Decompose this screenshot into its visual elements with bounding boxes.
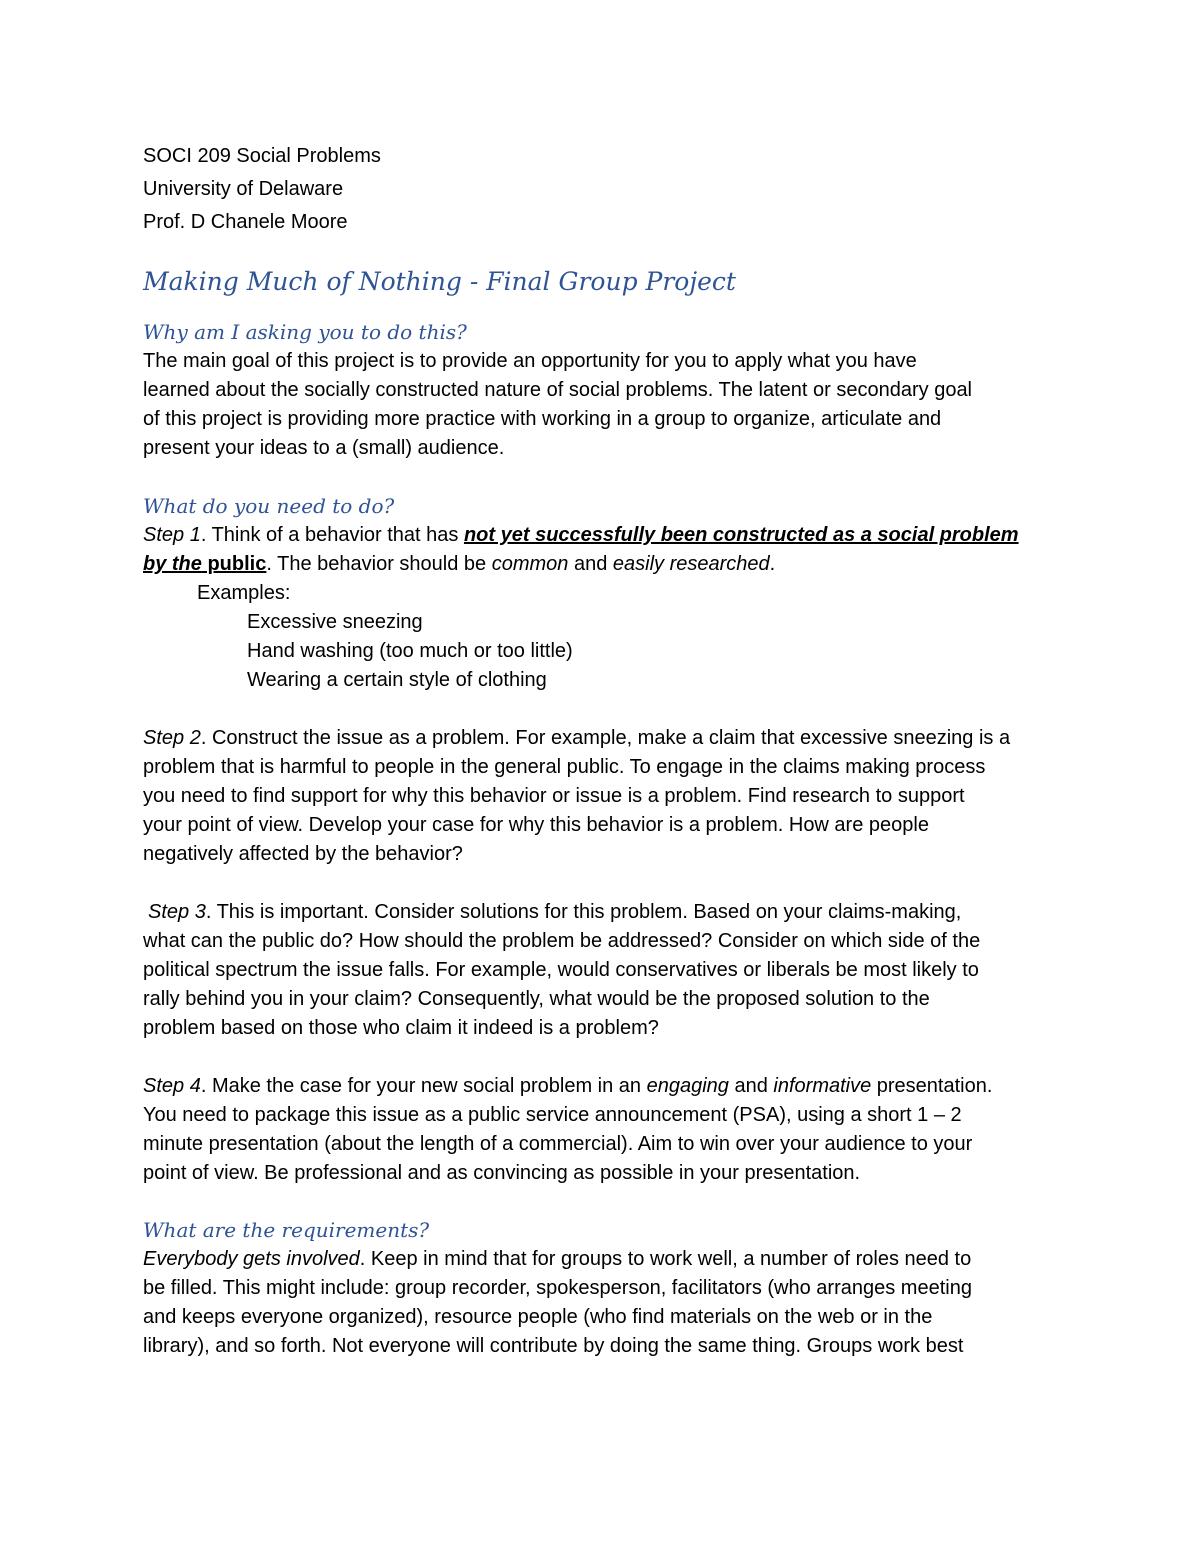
why-line: of this project is providing more practice with working in a group to organize, articulate and: [143, 408, 942, 430]
step2-paragraph: [143, 724, 1073, 869]
why-paragraph: [143, 347, 1073, 463]
professor-name: Prof. D Chanele Moore: [143, 211, 348, 233]
course-name: SOCI 209 Social Problems: [143, 145, 381, 167]
step4-line: You need to package this issue as a public service announcement (PSA), using a short 1 – 2: [143, 1104, 962, 1126]
step3-line: rally behind you in your claim? Consequently, what would be the proposed solution to the: [143, 988, 930, 1010]
step1-emphasis-cont: by the: [143, 553, 202, 575]
step1-period: .: [769, 553, 776, 575]
why-heading: Why am I asking you to do this?: [143, 320, 467, 344]
step3-line: problem based on those who claim it indeed is a problem?: [143, 1017, 659, 1039]
requirements-line: and keeps everyone organized), resource people (who find materials on the web or in the: [143, 1306, 933, 1328]
step1-and: and: [568, 553, 613, 575]
requirements-line: be filled. This might include: group recorder, spokesperson, facilitators (who arranges meeting: [143, 1277, 972, 1299]
example-item: Wearing a certain style of clothing: [247, 669, 547, 691]
step4-engaging: engaging: [646, 1075, 729, 1097]
why-line: The main goal of this project is to provide an opportunity for you to apply what you have: [143, 350, 917, 372]
step4-paragraph: [143, 1072, 1073, 1188]
step1-public: public: [201, 553, 267, 575]
step2-line: you need to find support for why this behavior or issue is a problem. Find research to support: [143, 785, 965, 807]
step1-text-cont: . The behavior should be: [266, 553, 492, 575]
step4-text: . Make the case for your new social problem in an: [200, 1075, 647, 1097]
document-page: [143, 140, 1073, 1361]
requirements-paragraph: [143, 1245, 1073, 1361]
examples-label: Examples:: [197, 582, 291, 604]
why-line: learned about the socially constructed nature of social problems. The latent or secondary goal: [143, 379, 973, 401]
why-line: present your ideas to a (small) audience.: [143, 437, 505, 459]
step4-presentation: presentation.: [871, 1075, 993, 1097]
step2-line: negatively affected by the behavior?: [143, 843, 463, 865]
step1-common: common: [491, 553, 569, 575]
university-name: University of Delaware: [143, 178, 344, 200]
step1-paragraph: [143, 521, 1073, 695]
step2-text: . Construct the issue as a problem. For example, make a claim that excessive sneezing is a: [200, 727, 1011, 749]
step2-line: problem that is harmful to people in the general public. To engage in the claims making process: [143, 756, 986, 778]
step1-easily-researched: easily researched: [612, 553, 770, 575]
requirements-heading: What are the requirements?: [143, 1218, 430, 1242]
step4-and: and: [728, 1075, 774, 1097]
what-heading: What do you need to do?: [143, 494, 395, 518]
step3-line: what can the public do? How should the problem be addressed? Consider on which side of the: [143, 930, 981, 952]
step4-informative: informative: [773, 1075, 872, 1097]
step2-label: Step 2: [143, 727, 201, 749]
step3-text: . This is important. Consider solutions for this problem. Based on your claims-making,: [205, 901, 962, 923]
step1-emphasis: not yet successfully been constructed as a social problem: [463, 524, 1019, 546]
step3-label: Step 3: [148, 901, 206, 923]
example-item: Excessive sneezing: [247, 611, 423, 633]
step1-label: Step 1: [143, 524, 201, 546]
requirements-line: library), and so forth. Not everyone will contribute by doing the same thing. Groups work best: [143, 1335, 964, 1357]
step4-line: minute presentation (about the length of a commercial). Aim to win over your audience to your: [143, 1133, 973, 1155]
requirements-lead: Everybody gets involved: [143, 1248, 360, 1270]
step2-line: your point of view. Develop your case for why this behavior is a problem. How are people: [143, 814, 929, 836]
step4-label: Step 4: [143, 1075, 201, 1097]
requirements-text: . Keep in mind that for groups to work well, a number of roles need to: [359, 1248, 972, 1270]
example-item: Hand washing (too much or too little): [247, 640, 573, 662]
step3-line: political spectrum the issue falls. For example, would conservatives or liberals be most likely to: [143, 959, 979, 981]
step3-paragraph: [143, 898, 1073, 1043]
document-title: Making Much of Nothing - Final Group Project: [143, 267, 736, 296]
step1-text: . Think of a behavior that has: [200, 524, 464, 546]
step4-line: point of view. Be professional and as convincing as possible in your presentation.: [143, 1162, 861, 1184]
